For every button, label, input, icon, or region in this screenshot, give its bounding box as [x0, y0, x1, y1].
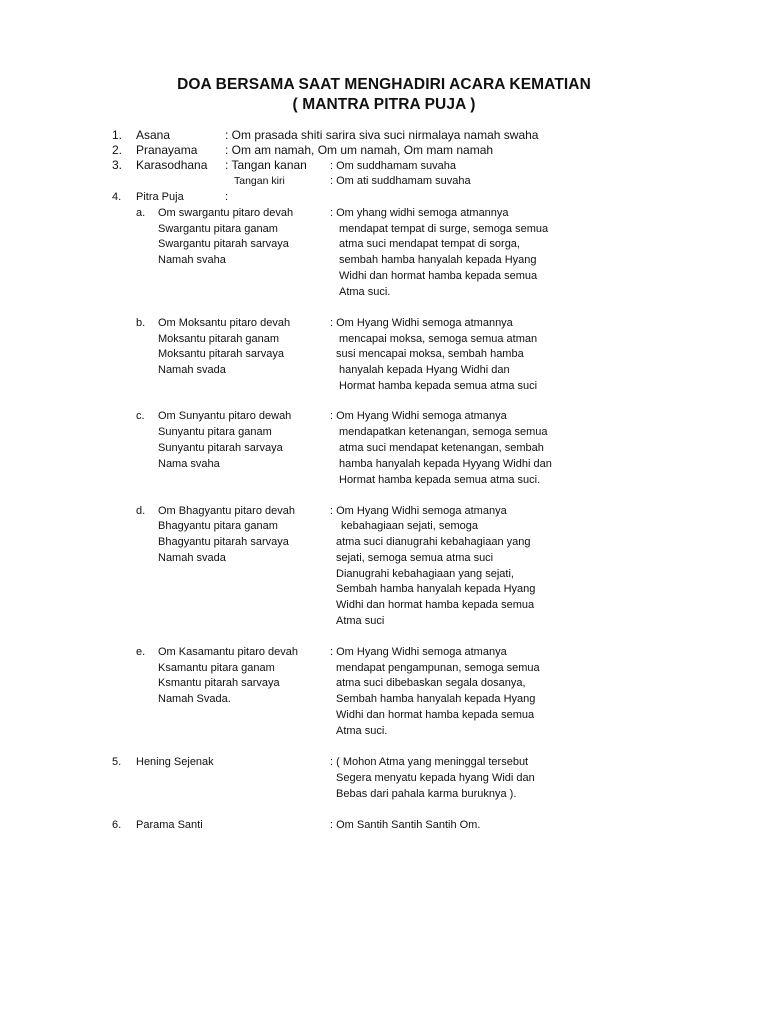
- item-3-label: Karasodhana: [136, 158, 208, 172]
- pitra-e-meaning-3: atma suci dibebaskan segala dosanya,: [336, 677, 526, 689]
- pitra-a-meaning-5: Widhi dan hormat hamba kepada semua: [339, 270, 538, 282]
- pitra-d-meaning-1: : Om Hyang Widhi semoga atmanya: [330, 505, 507, 517]
- pitra-b-letter: b.: [136, 317, 146, 329]
- item-4-number: 4.: [112, 191, 122, 203]
- item-3-sub-label-2: Tangan kiri: [234, 175, 285, 187]
- pitra-b-meaning-4: hanyalah kepada Hyang Widhi dan: [339, 364, 510, 376]
- item-1-text: : Om prasada shiti sarira siva suci nirmalaya namah swaha: [225, 128, 539, 142]
- pitra-c-mantra-2: Sunyantu pitara ganam: [158, 426, 272, 438]
- pitra-a-mantra-3: Swargantu pitarah sarvaya: [158, 238, 289, 250]
- item-1-number: 1.: [112, 128, 123, 142]
- pitra-e-meaning-5: Widhi dan hormat hamba kepada semua: [336, 709, 535, 721]
- item-5-text-3: Bebas dari pahala karma buruknya ).: [336, 788, 517, 800]
- item-5-number: 5.: [112, 756, 122, 768]
- pitra-e-meaning-6: Atma suci.: [336, 725, 388, 737]
- item-1-label: Asana: [136, 128, 171, 142]
- pitra-d-meaning-3: atma suci dianugrahi kebahagiaan yang: [336, 536, 531, 548]
- pitra-b-meaning-1: : Om Hyang Widhi semoga atmannya: [330, 317, 513, 329]
- pitra-a-mantra-2: Swargantu pitara ganam: [158, 223, 278, 235]
- pitra-a-meaning-6: Atma suci.: [339, 286, 391, 298]
- pitra-e-mantra-1: Om Kasamantu pitaro devah: [158, 646, 299, 658]
- pitra-b-meaning-5: Hormat hamba kepada semua atma suci: [339, 380, 538, 392]
- pitra-b-meaning-3: susi mencapai moksa, sembah hamba: [336, 348, 524, 360]
- item-4-colon: :: [225, 191, 229, 203]
- pitra-a-mantra-4: Namah svaha: [158, 254, 226, 266]
- pitra-e-mantra-3: Ksmantu pitarah sarvaya: [158, 677, 280, 689]
- pitra-b-meaning-2: mencapai moksa, semoga semua atman: [339, 333, 538, 345]
- item-2-label: Pranayama: [136, 143, 198, 157]
- pitra-b-mantra-3: Moksantu pitarah sarvaya: [158, 348, 284, 360]
- pitra-c-meaning-3: atma suci mendapat ketenangan, sembah: [339, 442, 544, 454]
- pitra-c-meaning-5: Hormat hamba kepada semua atma suci.: [339, 474, 541, 486]
- pitra-d-meaning-2: kebahagiaan sejati, semoga: [341, 520, 478, 532]
- pitra-e-mantra-2: Ksamantu pitara ganam: [158, 662, 275, 674]
- pitra-a-meaning-4: sembah hamba hanyalah kepada Hyang: [339, 254, 537, 266]
- page-title-line-2: ( MANTRA PITRA PUJA ): [292, 96, 476, 113]
- item-5-label: Hening Sejenak: [136, 756, 214, 768]
- pitra-d-meaning-5: Dianugrahi kebahagiaan yang sejati,: [336, 568, 514, 580]
- pitra-e-meaning-2: mendapat pengampunan, semoga semua: [336, 662, 540, 674]
- pitra-b-mantra-4: Namah svada: [158, 364, 226, 376]
- pitra-e-letter: e.: [136, 646, 146, 658]
- item-6-label: Parama Santi: [136, 819, 203, 831]
- item-5-text-2: Segera menyatu kepada hyang Widi dan: [336, 772, 535, 784]
- item-4-label: Pitra Puja: [136, 191, 184, 203]
- pitra-c-meaning-4: hamba hanyalah kepada Hyyang Widhi dan: [339, 458, 552, 470]
- pitra-c-mantra-4: Nama svaha: [158, 458, 220, 470]
- pitra-d-letter: d.: [136, 505, 146, 517]
- pitra-d-meaning-7: Widhi dan hormat hamba kepada semua: [336, 599, 535, 611]
- pitra-a-letter: a.: [136, 207, 146, 219]
- pitra-e-mantra-4: Namah Svada.: [158, 693, 231, 705]
- item-3-sub-label-1: : Tangan kanan: [225, 158, 307, 172]
- page-title-line-1: DOA BERSAMA SAAT MENGHADIRI ACARA KEMATIAN: [177, 76, 591, 93]
- pitra-a-mantra-1: Om swargantu pitaro devah: [158, 207, 294, 219]
- pitra-d-mantra-1: Om Bhagyantu pitaro devah: [158, 505, 295, 517]
- pitra-c-meaning-1: : Om Hyang Widhi semoga atmanya: [330, 410, 507, 422]
- item-6-text: : Om Santih Santih Santih Om.: [330, 819, 481, 831]
- pitra-c-letter: c.: [136, 410, 145, 422]
- pitra-d-mantra-2: Bhagyantu pitara ganam: [158, 520, 278, 532]
- item-2-text: : Om am namah, Om um namah, Om mam namah: [225, 143, 494, 157]
- pitra-a-meaning-2: mendapat tempat di surge, semoga semua: [339, 223, 549, 235]
- item-6-number: 6.: [112, 819, 122, 831]
- pitra-a-meaning-3: atma suci mendapat tempat di sorga,: [339, 238, 520, 250]
- pitra-c-mantra-3: Sunyantu pitarah sarvaya: [158, 442, 283, 454]
- pitra-c-mantra-1: Om Sunyantu pitaro dewah: [158, 410, 292, 422]
- pitra-e-meaning-4: Sembah hamba hanyalah kepada Hyang: [336, 693, 536, 705]
- item-3-sub-text-1: : Om suddhamam suvaha: [330, 160, 456, 172]
- pitra-d-mantra-4: Namah svada: [158, 552, 226, 564]
- pitra-b-mantra-1: Om Moksantu pitaro devah: [158, 317, 291, 329]
- item-3-sub-text-2: : Om ati suddhamam suvaha: [330, 175, 471, 187]
- pitra-d-meaning-4: sejati, semoga semua atma suci: [336, 552, 494, 564]
- pitra-d-meaning-8: Atma suci: [336, 615, 385, 627]
- item-5-text-1: : ( Mohon Atma yang meninggal tersebut: [330, 756, 529, 768]
- item-3-number: 3.: [112, 158, 123, 172]
- pitra-d-mantra-3: Bhagyantu pitarah sarvaya: [158, 536, 289, 548]
- item-2-number: 2.: [112, 143, 123, 157]
- pitra-d-meaning-6: Sembah hamba hanyalah kepada Hyang: [336, 583, 536, 595]
- pitra-e-meaning-1: : Om Hyang Widhi semoga atmanya: [330, 646, 507, 658]
- pitra-a-meaning-1: : Om yhang widhi semoga atmannya: [330, 207, 509, 219]
- pitra-b-mantra-2: Moksantu pitarah ganam: [158, 333, 280, 345]
- pitra-c-meaning-2: mendapatkan ketenangan, semoga semua: [339, 426, 548, 438]
